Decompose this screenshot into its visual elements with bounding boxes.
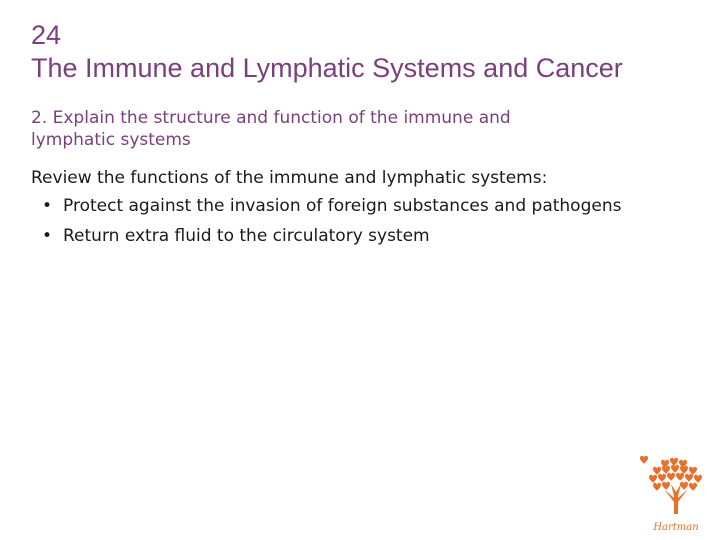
intro-text: Review the functions of the immune and lymphatic systems:: [31, 168, 548, 188]
heart-tree-icon: [640, 456, 710, 536]
bullet-list: [31, 195, 691, 247]
logo-text: Hartman: [653, 522, 699, 533]
chapter-title: The Immune and Lymphatic Systems and Cancer: [31, 53, 623, 83]
slide-title: [31, 19, 701, 85]
slide-body: [31, 167, 691, 255]
objective-line-2: lymphatic systems: [31, 130, 191, 150]
bullet-text: Return extra fluid to the circulatory system: [63, 226, 430, 246]
bullet-icon: •: [42, 226, 53, 246]
bullet-text: Protect against the invasion of foreign substances and pathogens: [63, 196, 622, 216]
bullet-icon: •: [42, 196, 53, 216]
list-item: [31, 225, 623, 247]
logo-hearts: [640, 456, 702, 491]
chapter-number: 24: [31, 20, 62, 50]
list-item: [31, 195, 623, 217]
learning-objective: [31, 107, 671, 151]
objective-line-1: 2. Explain the structure and function of the immune and: [31, 108, 511, 128]
